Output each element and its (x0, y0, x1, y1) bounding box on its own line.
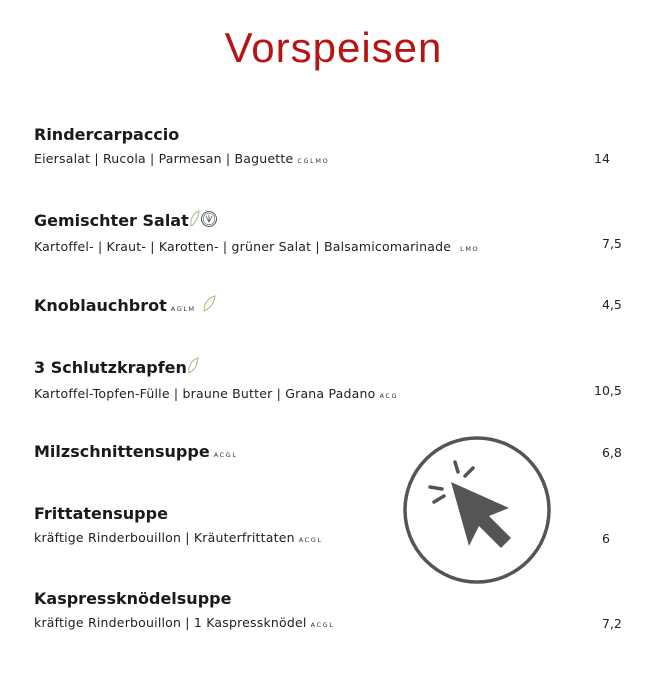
click-cursor-icon (403, 436, 551, 584)
menu-item-price: 7,5 (602, 236, 622, 251)
allergen-codes: ACGL (310, 621, 335, 629)
menu-item-price: 6,8 (602, 445, 622, 460)
menu-item-description (34, 614, 634, 634)
menu-item (34, 210, 634, 258)
allergen-codes: ACG (379, 392, 399, 400)
allergen-codes: CGLMO (297, 157, 330, 165)
leaf-icon (202, 295, 216, 318)
description-text: Eiersalat | Rucola | Parmesan | Baguette (34, 151, 294, 166)
menu-item-description (34, 385, 634, 405)
description-text: kräftige Rinderbouillon | 1 Kaspressknödel (34, 615, 307, 630)
description-text: Kartoffel-Topfen-Fülle | braune Butter | Grana Padano (34, 386, 376, 401)
menu-item-name: Rindercarpaccio (34, 125, 180, 144)
menu-item (34, 357, 634, 405)
menu-item-description (34, 238, 634, 258)
menu-item-price: 6 (602, 531, 610, 546)
menu-item-name-row (34, 357, 634, 380)
menu-item-name: Milzschnittensuppe (34, 442, 210, 461)
allergen-codes: AGLM (170, 305, 196, 313)
menu-item-name: Frittatensuppe (34, 504, 168, 523)
vegan-badge-icon (200, 210, 218, 233)
menu-item-price: 10,5 (594, 383, 622, 398)
allergen-codes: LMO (460, 245, 480, 253)
menu-item (34, 125, 634, 170)
menu-item-price: 7,2 (602, 616, 622, 631)
menu-item-price: 14 (594, 151, 610, 166)
allergen-codes: ACGL (298, 536, 323, 544)
menu-item-description (34, 150, 634, 170)
page-title: Vorspeisen (224, 24, 443, 71)
allergen-codes: ACGL (213, 451, 238, 459)
description-text: Kartoffel- | Kraut- | Karotten- | grüner Salat | Balsamicomarinade (34, 239, 452, 254)
menu-item-name: 3 Schlutzkrapfen (34, 358, 187, 377)
menu-item-name: Gemischter Salat (34, 211, 189, 230)
menu-item-price: 4,5 (602, 297, 622, 312)
menu-item (34, 589, 634, 634)
menu-item-name-row (34, 295, 634, 319)
menu-item (34, 295, 634, 319)
menu-item-name: Knoblauchbrot (34, 296, 167, 315)
leaf-icon (187, 357, 199, 380)
menu-item-name: Kaspressknödelsuppe (34, 589, 232, 608)
description-text: kräftige Rinderbouillon | Kräuterfrittaten (34, 530, 295, 545)
menu-item-name-row (34, 210, 634, 233)
leaf-icon (189, 210, 200, 233)
